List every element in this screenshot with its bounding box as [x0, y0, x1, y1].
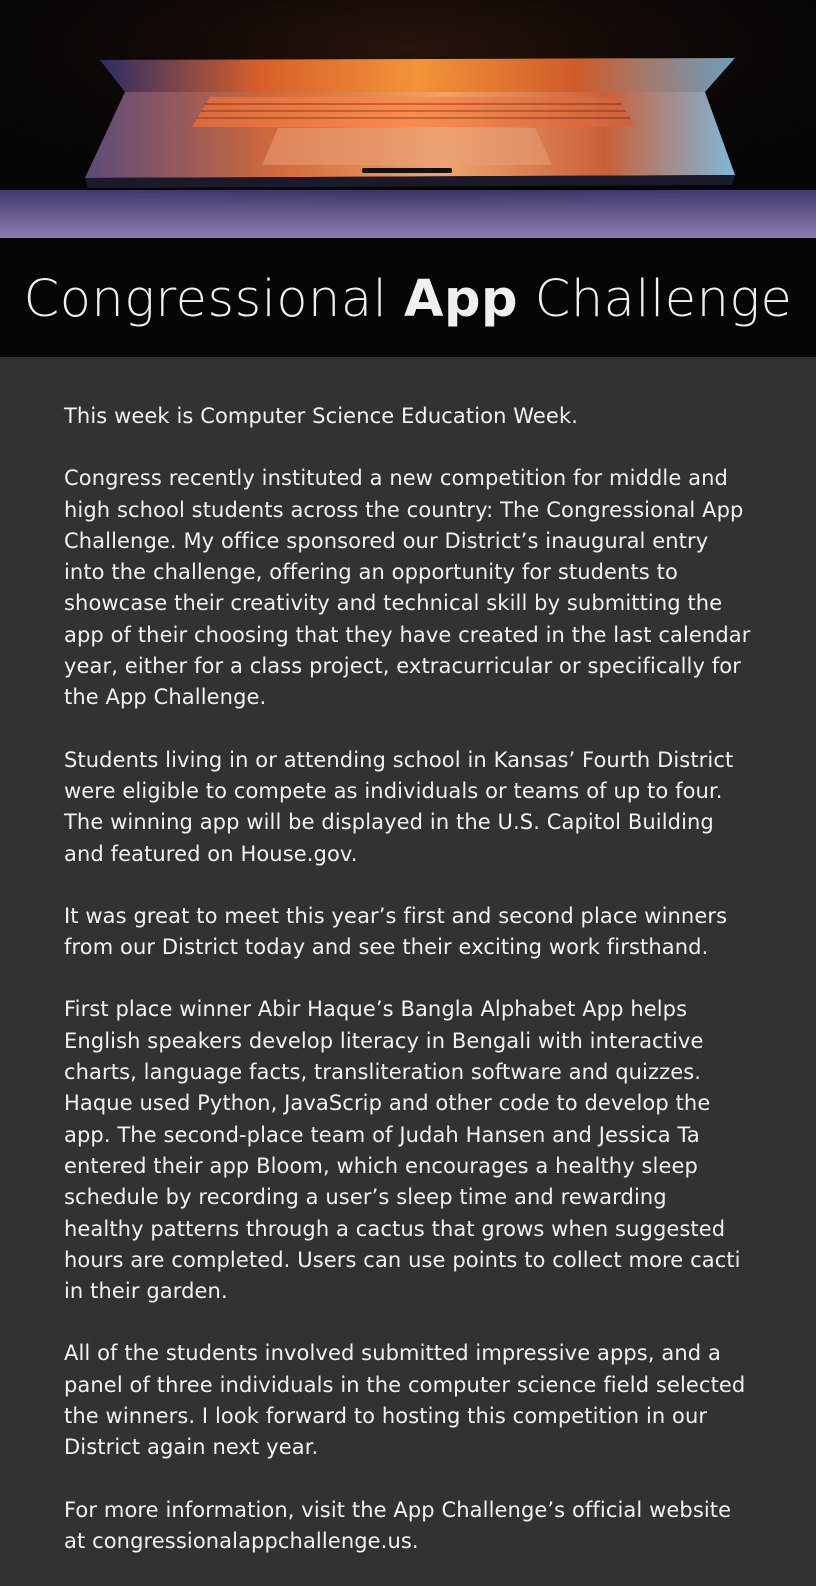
title-suffix: Challenge	[518, 270, 793, 329]
paragraph-competition: Congress recently instituted a new competition for middle and high school students across the country: The Congressional App Challenge. My office sponsored our District’s inaugural entry into the challenge, offering an opportunity for students to showcase their creativity and technical skill by submitting the app of their choosing that they have created in the last calendar year, either for a class project, extracurricular or specifically for the App Challenge.	[64, 466, 751, 710]
page-title	[24, 270, 793, 329]
paragraph-judging: All of the students involved submitted impressive apps, and a panel of three individuals in the computer science field selected the winners. I look forward to hosting this competition in our District again next year.	[64, 1341, 746, 1460]
paragraph-more-info: For more information, visit the App Challenge’s official website at congressionalappchallenge.us.	[64, 1497, 732, 1553]
laptop-illustration	[0, 0, 816, 238]
hero-laptop-image	[0, 0, 816, 238]
paragraph-winners: First place winner Abir Haque’s Bangla Alphabet App helps English speakers develop literacy in Bengali with interactive charts, language facts, transliteration software and quizzes. Haque used Python, JavaScrip and other code to develop the app. The second-place team of Judah Hansen and Jessica Ta entered their app Bloom, which encourages a healthy sleep schedule by recording a user’s sleep time and rewarding healthy patterns through a cactus that grows when suggested hours are completed. Users can use points to collect more cacti in their garden.	[64, 997, 741, 1304]
paragraph-meeting: It was great to meet this year’s first and second place winners from our District today and see their exciting work firsthand.	[64, 903, 728, 960]
title-bar	[0, 238, 816, 357]
title-prefix: Congressional	[23, 270, 405, 329]
title-bold-word: App	[404, 270, 518, 329]
article-body	[0, 357, 816, 1557]
paragraph-eligibility: Students living in or attending school in Kansas’ Fourth District were eligible to compete as individuals or teams of up to four. The winning app will be displayed in the U.S. Capitol Building and featured on House.gov.	[64, 747, 734, 866]
paragraph-intro: This week is Computer Science Education Week.	[64, 404, 578, 428]
